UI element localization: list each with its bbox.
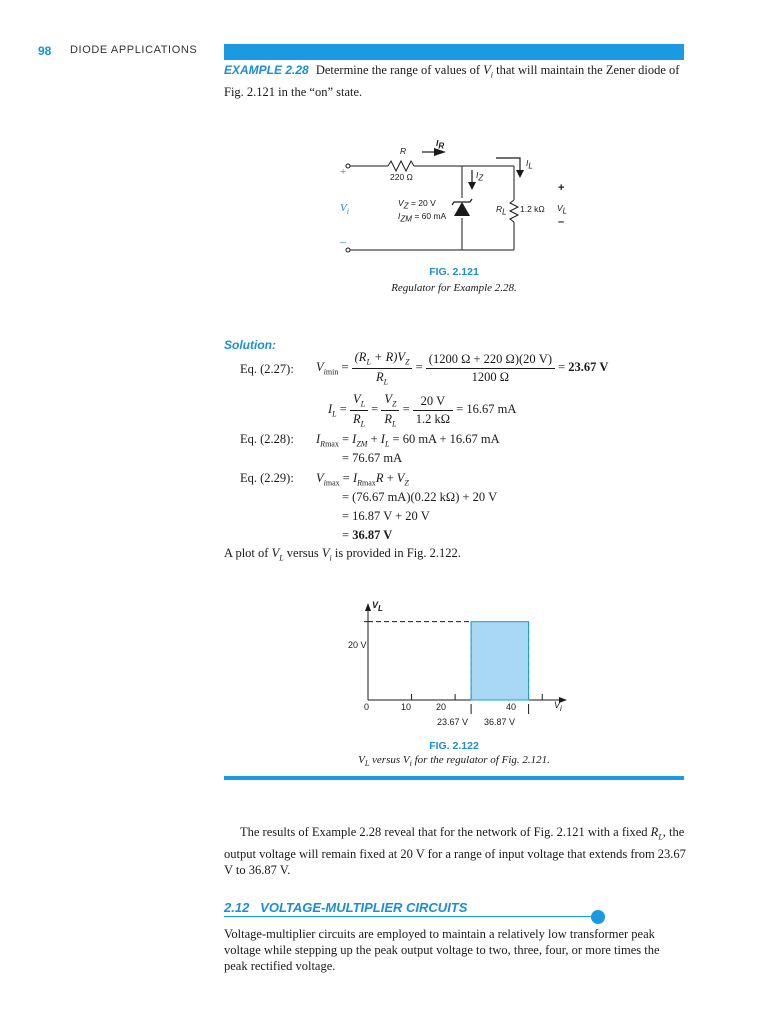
eq-2-27: $V_{imin}$ = $\frac{(R_L + R)V_Z}{R_L}$ = $\frac{(1200 \Omega + 220 \Omega)(20 V)}{1200 \Omega}$ = 23.67 V [316, 350, 609, 386]
vl-vs-vi-plot [340, 600, 580, 730]
eq-il: $I_L$ = $\frac{V_L}{R_L}$ = $\frac{V_Z}{R_L}$ = $\frac{20 V}{1.2 k\Omega}$ = 16.67 mA [328, 392, 517, 428]
rl-value: 1.2 kΩ [520, 204, 545, 214]
eq-2-28: $I_{Rmax} = I_{ZM} + I_L = 60$ mA + 16.67 mA [316, 432, 500, 449]
y-axis-arrowhead [365, 603, 371, 611]
example-statement [224, 62, 686, 101]
eq-2-27-frac-numeric: $\frac{(1200 \Omega + 220 \Omega)(20 V)}{1200 \Omega}$ [426, 352, 555, 385]
section-rule [224, 916, 596, 917]
fig-121-caption: Regulator for Example 2.28. [391, 282, 517, 294]
eq-2-28-line2: = 76.67 mA [342, 451, 403, 465]
eq-2-27-ref: Eq. (2.27): [240, 362, 294, 376]
plot-sentence: A plot of $V_L$ versus $V_i$ is provided in Fig. 2.122. [224, 546, 461, 563]
zener-diode [452, 199, 472, 216]
section-number: 2.12 [224, 900, 250, 915]
example-text-after: that will maintain the Zener diode of Fig. 2.121 in the “on” state. [224, 63, 680, 99]
fig-122-label: FIG. 2.122 [429, 740, 479, 752]
eq-2-27-result: 23.67 V [568, 359, 609, 374]
iz-arrowhead [468, 182, 476, 190]
eq-2-29-ref: Eq. (2.29): [240, 471, 294, 485]
eq-2-29: $V_{imax} = I_{Rmax}R + V_Z$ [316, 471, 409, 488]
section-dot [591, 910, 605, 924]
page-number: 98 [38, 44, 52, 58]
eq-2-28-ref: Eq. (2.28): [240, 432, 294, 446]
section-title: VOLTAGE-MULTIPLIER CIRCUITS [260, 900, 468, 915]
resistor-r-label: R [400, 146, 407, 156]
rl-label: $R_L$ [496, 204, 507, 217]
y-tick-20v: 20 V [348, 640, 367, 650]
x-mark-36-87v: 36.87 V [484, 717, 516, 727]
vl-output-region [471, 622, 528, 700]
eq-2-29-line3: = 16.87 V + 20 V [342, 509, 430, 523]
iz-label: $I_Z$ [476, 170, 484, 183]
multiplier-paragraph: Voltage-multiplier circuits are employed to maintain a relatively low transformer peak voltage while stepping up the peak output voltage to two, three, four, or more times the peak rectified voltage. [224, 927, 660, 973]
vz-spec: $V_Z = 20$ V [398, 198, 436, 211]
x-axis-label: $V_i$ [554, 700, 562, 713]
output-plus-label: + [558, 182, 565, 194]
input-terminal-top [346, 164, 350, 168]
example-var: V [483, 63, 491, 77]
running-head: DIODE APPLICATIONS [70, 44, 198, 56]
section-heading [224, 900, 467, 915]
izm-spec: $I_{ZM} = 60$ mA [398, 211, 447, 224]
fig-121-label: FIG. 2.121 [429, 266, 479, 278]
il-arrowhead [516, 170, 524, 178]
resistor-r [388, 161, 414, 171]
solution-label: Solution: [224, 338, 276, 352]
x-tick-10: 10 [401, 702, 412, 712]
x-mark-23-67v: 23.67 V [437, 717, 469, 727]
header-accent-bar [224, 44, 684, 60]
eq-2-29-line4: = 36.87 V [342, 528, 393, 542]
vl-label: $V_L$ [557, 203, 568, 216]
eq-2-29-line2: = (76.67 mA)(0.22 kΩ) + 20 V [342, 490, 498, 504]
input-plus-label: + [340, 166, 347, 178]
il-label: $I_L$ [526, 158, 533, 171]
fig-122-caption: $V_L$ versus $V_i$ for the regulator of Fig. 2.121. [358, 754, 550, 769]
eq-2-27-frac-symbolic: $\frac{(R_L + R)V_Z}{R_L}$ [352, 350, 413, 386]
eq-2-29-result: 36.87 V [352, 528, 393, 542]
resistor-r-value: 220 Ω [390, 172, 413, 182]
example-text-before: Determine the range of values of [315, 63, 484, 77]
example-var-sub: i [490, 70, 493, 80]
ir-label: $I_R$ [436, 138, 445, 151]
input-vi-label: $V_i$ [340, 202, 349, 217]
input-terminal-bottom [346, 248, 350, 252]
x-tick-40: 40 [506, 702, 517, 712]
example-label: EXAMPLE 2.28 [224, 63, 309, 77]
regulator-circuit-diagram [320, 132, 600, 262]
origin-label: 0 [364, 702, 370, 712]
results-paragraph: The results of Example 2.28 reveal that for the network of Fig. 2.121 with a fixed $R_L$, the output voltage will remain fixed at 20 V for a range of input voltage that extends from 23.67 V to 36.87 V. [224, 825, 686, 877]
input-minus-label: – [340, 234, 346, 248]
x-tick-20: 20 [436, 702, 447, 712]
output-minus-label: – [558, 216, 565, 228]
y-axis-label: $V_L$ [372, 600, 383, 613]
example-end-rule [224, 776, 684, 780]
resistor-rl [510, 200, 518, 222]
